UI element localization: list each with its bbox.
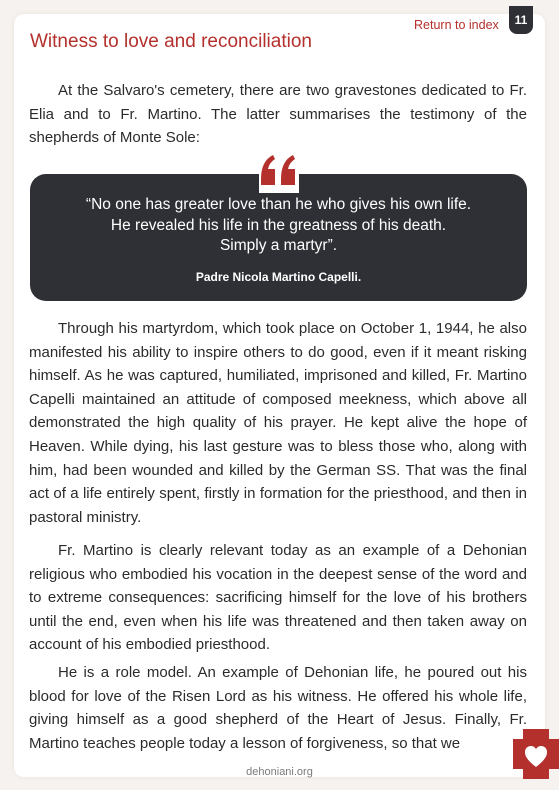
paragraph-intro: At the Salvaro's cemetery, there are two gravestones dedicated to Fr. Elia and to Fr. Martino. The latter summarises the testimony of the shepherds of Monte Sole: (29, 82, 527, 147)
footer-site: dehoniani.org (246, 766, 313, 778)
quote-line: Simply a martyr”. (219, 237, 338, 254)
quote-line: He revealed his life in the greatness of his death. (110, 216, 447, 234)
return-to-index-link[interactable]: Return to index (414, 18, 499, 32)
quote-mark-icon (259, 147, 299, 193)
section-title: Witness to love and reconciliation (30, 31, 312, 52)
quote-text (30, 195, 527, 257)
quote-box (30, 174, 527, 301)
page-number-badge: 11 (509, 6, 533, 34)
quote-author: Padre Nicola Martino Capelli. (195, 270, 362, 284)
quote-line: “No one has greater love than he who gives his own life. (85, 196, 472, 213)
paragraph-role-model: He is a role model. An example of Dehonian life, he poured out his blood for love of the Risen Lord as his witness. He offered his whole life, giving himself as a good shepherd of the Heart of Jesus. Finally, Fr. Martino teaches people today a lesson of forgiveness, so that we (29, 664, 527, 752)
paragraph-martyrdom: Through his martyrdom, which took place on October 1, 1944, he also manifested his ability to inspire others to do good, even if it meant risking himself. As he was captured, humiliated, imprisoned and killed, Fr. Martino Capelli maintained an attitude of composed meekness, which above all demonstrated the high quality of his prayer. He kept alive the hope of Heaven. While dying, his last gesture was to bless those who, along with him, had been wounded and killed by the German SS. That was the final act of a life entirely spent, firstly in formation for the priesthood, and then in pastoral ministry. (29, 320, 527, 526)
paragraph-relevance: Fr. Martino is clearly relevant today as an example of a Dehonian religious who embodied his vocation in the deepest sense of the word and to extreme consequences: sacrificing himself for the love of his brothers until the end, even when his life was threatened and then taken away on account of his embodied priesthood. (29, 542, 527, 654)
heart-cross-logo-icon (513, 729, 559, 779)
